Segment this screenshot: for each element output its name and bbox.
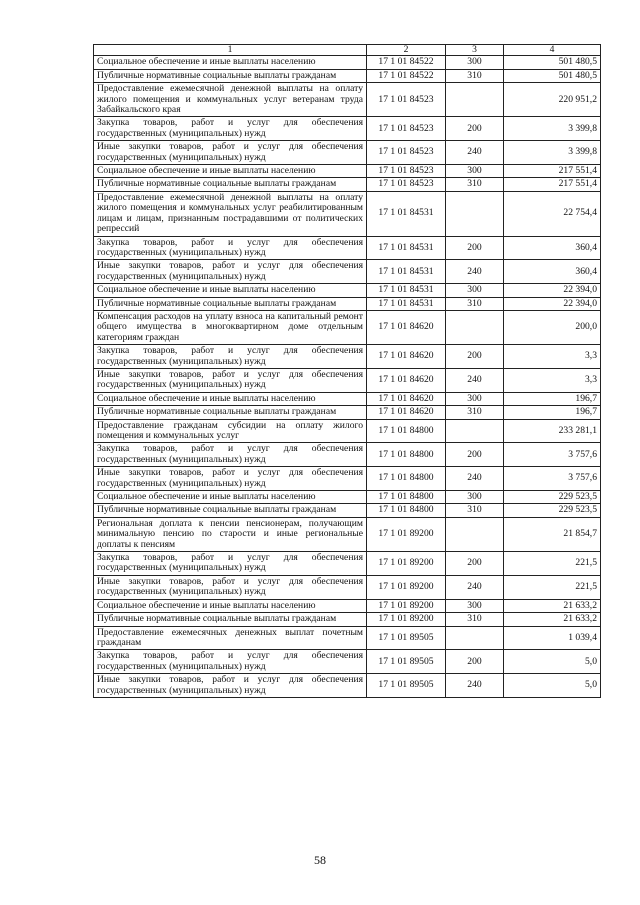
row-amount-cell: 3,3: [504, 345, 601, 369]
row-amount-cell: 5,0: [504, 674, 601, 698]
table-row: [94, 467, 601, 491]
row-code-cell: 17 1 01 84531: [367, 191, 446, 236]
row-amount-cell: 21 633,2: [504, 599, 601, 612]
row-type-cell: 310: [446, 406, 504, 419]
table-row: [94, 406, 601, 419]
row-type-cell: [446, 310, 504, 344]
row-amount-cell: 217 551,4: [504, 178, 601, 191]
row-amount-cell: 196,7: [504, 392, 601, 405]
row-type-cell: 200: [446, 443, 504, 467]
row-name-cell: Иные закупки товаров, работ и услуг для обеспечения государственных (муниципальных) нужд: [94, 260, 367, 284]
row-type-cell: 310: [446, 69, 504, 82]
row-type-cell: 300: [446, 392, 504, 405]
row-amount-cell: 21 854,7: [504, 517, 601, 551]
table-row: [94, 626, 601, 650]
row-name-cell: Публичные нормативные социальные выплаты гражданам: [94, 406, 367, 419]
row-code-cell: 17 1 01 84620: [367, 406, 446, 419]
row-type-cell: 310: [446, 504, 504, 517]
table-row: [94, 69, 601, 82]
table-row: [94, 650, 601, 674]
row-code-cell: 17 1 01 84620: [367, 345, 446, 369]
row-code-cell: 17 1 01 84620: [367, 368, 446, 392]
table-row: [94, 165, 601, 178]
row-amount-cell: 360,4: [504, 236, 601, 260]
row-type-cell: 310: [446, 613, 504, 626]
row-amount-cell: 3 757,6: [504, 467, 601, 491]
row-code-cell: 17 1 01 84522: [367, 69, 446, 82]
row-type-cell: 240: [446, 260, 504, 284]
row-amount-cell: 229 523,5: [504, 504, 601, 517]
row-amount-cell: 22 754,4: [504, 191, 601, 236]
table-row: [94, 310, 601, 344]
row-type-cell: [446, 517, 504, 551]
row-name-cell: Закупка товаров, работ и услуг для обеспечения государственных (муниципальных) нужд: [94, 117, 367, 141]
row-code-cell: 17 1 01 89200: [367, 599, 446, 612]
row-code-cell: 17 1 01 84531: [367, 236, 446, 260]
row-amount-cell: 196,7: [504, 406, 601, 419]
row-name-cell: Закупка товаров, работ и услуг для обеспечения государственных (муниципальных) нужд: [94, 236, 367, 260]
row-name-cell: Иные закупки товаров, работ и услуг для обеспечения государственных (муниципальных) нужд: [94, 141, 367, 165]
row-amount-cell: 220 951,2: [504, 83, 601, 117]
table-row: [94, 613, 601, 626]
row-name-cell: Публичные нормативные социальные выплаты гражданам: [94, 297, 367, 310]
row-type-cell: 310: [446, 297, 504, 310]
row-code-cell: 17 1 01 84523: [367, 117, 446, 141]
table-row: [94, 117, 601, 141]
row-amount-cell: 22 394,0: [504, 297, 601, 310]
row-amount-cell: 5,0: [504, 650, 601, 674]
table-body: [94, 56, 601, 698]
column-header-2: 2: [367, 45, 446, 56]
table-row: [94, 260, 601, 284]
row-amount-cell: 501 480,5: [504, 69, 601, 82]
row-name-cell: Публичные нормативные социальные выплаты гражданам: [94, 613, 367, 626]
row-type-cell: [446, 191, 504, 236]
row-code-cell: 17 1 01 89200: [367, 552, 446, 576]
table-row: [94, 674, 601, 698]
row-type-cell: 300: [446, 284, 504, 297]
table-row: [94, 368, 601, 392]
budget-table: [93, 44, 601, 698]
table-row: [94, 191, 601, 236]
row-name-cell: Предоставление гражданам субсидии на оплату жилого помещения и коммунальных услуг: [94, 419, 367, 443]
row-name-cell: Иные закупки товаров, работ и услуг для обеспечения государственных (муниципальных) нужд: [94, 368, 367, 392]
row-type-cell: 200: [446, 345, 504, 369]
row-amount-cell: 3 399,8: [504, 141, 601, 165]
row-type-cell: 300: [446, 165, 504, 178]
row-type-cell: [446, 626, 504, 650]
row-type-cell: 240: [446, 467, 504, 491]
row-name-cell: Предоставление ежемесячной денежной выплаты на оплату жилого помещения и коммунальных услуг реабилитированным лицам и лицам, признанным пострадавшими от политических репрессий: [94, 191, 367, 236]
row-code-cell: 17 1 01 84800: [367, 491, 446, 504]
column-header-3: 3: [446, 45, 504, 56]
row-code-cell: 17 1 01 84523: [367, 178, 446, 191]
row-amount-cell: 360,4: [504, 260, 601, 284]
row-code-cell: 17 1 01 84522: [367, 56, 446, 69]
row-code-cell: 17 1 01 89200: [367, 575, 446, 599]
row-name-cell: Публичные нормативные социальные выплаты гражданам: [94, 178, 367, 191]
row-name-cell: Компенсация расходов на уплату взноса на капитальный ремонт общего имущества в многоквартирном доме отдельным категориям граждан: [94, 310, 367, 344]
row-amount-cell: 21 633,2: [504, 613, 601, 626]
row-type-cell: 200: [446, 552, 504, 576]
row-code-cell: 17 1 01 84800: [367, 419, 446, 443]
row-name-cell: Закупка товаров, работ и услуг для обеспечения государственных (муниципальных) нужд: [94, 443, 367, 467]
row-code-cell: 17 1 01 84523: [367, 141, 446, 165]
row-type-cell: 240: [446, 368, 504, 392]
row-amount-cell: 3 757,6: [504, 443, 601, 467]
table-row: [94, 141, 601, 165]
column-header-4: 4: [504, 45, 601, 56]
row-name-cell: Закупка товаров, работ и услуг для обеспечения государственных (муниципальных) нужд: [94, 552, 367, 576]
row-amount-cell: 221,5: [504, 575, 601, 599]
table-row: [94, 575, 601, 599]
row-name-cell: Публичные нормативные социальные выплаты гражданам: [94, 504, 367, 517]
table-row: [94, 491, 601, 504]
row-code-cell: 17 1 01 84620: [367, 310, 446, 344]
table-row: [94, 443, 601, 467]
row-name-cell: Социальное обеспечение и иные выплаты населению: [94, 284, 367, 297]
table-row: [94, 178, 601, 191]
row-type-cell: 200: [446, 117, 504, 141]
row-code-cell: 17 1 01 89200: [367, 517, 446, 551]
row-amount-cell: 221,5: [504, 552, 601, 576]
row-amount-cell: 22 394,0: [504, 284, 601, 297]
row-amount-cell: 200,0: [504, 310, 601, 344]
row-amount-cell: 233 281,1: [504, 419, 601, 443]
row-code-cell: 17 1 01 84800: [367, 467, 446, 491]
row-code-cell: 17 1 01 84620: [367, 392, 446, 405]
row-amount-cell: 3,3: [504, 368, 601, 392]
row-code-cell: 17 1 01 89505: [367, 650, 446, 674]
row-type-cell: 200: [446, 650, 504, 674]
row-type-cell: 240: [446, 575, 504, 599]
page-number: 58: [314, 853, 326, 867]
row-amount-cell: 229 523,5: [504, 491, 601, 504]
row-type-cell: 300: [446, 56, 504, 69]
row-type-cell: 310: [446, 178, 504, 191]
row-type-cell: [446, 83, 504, 117]
table-row: [94, 83, 601, 117]
table-row: [94, 504, 601, 517]
row-name-cell: Социальное обеспечение и иные выплаты населению: [94, 491, 367, 504]
row-type-cell: 300: [446, 599, 504, 612]
row-code-cell: 17 1 01 84800: [367, 504, 446, 517]
table-row: [94, 392, 601, 405]
row-name-cell: Закупка товаров, работ и услуг для обеспечения государственных (муниципальных) нужд: [94, 345, 367, 369]
row-code-cell: 17 1 01 89505: [367, 674, 446, 698]
row-amount-cell: 501 480,5: [504, 56, 601, 69]
row-code-cell: 17 1 01 89505: [367, 626, 446, 650]
table-row: [94, 345, 601, 369]
row-code-cell: 17 1 01 84523: [367, 83, 446, 117]
column-header-1: 1: [94, 45, 367, 56]
row-code-cell: 17 1 01 84531: [367, 297, 446, 310]
table-row: [94, 56, 601, 69]
row-name-cell: Социальное обеспечение и иные выплаты населению: [94, 165, 367, 178]
row-code-cell: 17 1 01 84523: [367, 165, 446, 178]
row-amount-cell: 3 399,8: [504, 117, 601, 141]
table-row: [94, 517, 601, 551]
row-name-cell: Предоставление ежемесячных денежных выплат почетным гражданам: [94, 626, 367, 650]
row-name-cell: Предоставление ежемесячной денежной выплаты на оплату жилого помещения и коммунальных услуг ветеранам труда Забайкальского края: [94, 83, 367, 117]
row-amount-cell: 1 039,4: [504, 626, 601, 650]
row-name-cell: Иные закупки товаров, работ и услуг для обеспечения государственных (муниципальных) нужд: [94, 575, 367, 599]
row-type-cell: 200: [446, 236, 504, 260]
row-code-cell: 17 1 01 84531: [367, 284, 446, 297]
row-code-cell: 17 1 01 89200: [367, 613, 446, 626]
table-header-row: [94, 45, 601, 56]
row-name-cell: Закупка товаров, работ и услуг для обеспечения государственных (муниципальных) нужд: [94, 650, 367, 674]
row-name-cell: Публичные нормативные социальные выплаты гражданам: [94, 69, 367, 82]
row-name-cell: Социальное обеспечение и иные выплаты населению: [94, 392, 367, 405]
row-amount-cell: 217 551,4: [504, 165, 601, 178]
row-type-cell: [446, 419, 504, 443]
row-code-cell: 17 1 01 84531: [367, 260, 446, 284]
row-name-cell: Иные закупки товаров, работ и услуг для обеспечения государственных (муниципальных) нужд: [94, 467, 367, 491]
row-name-cell: Социальное обеспечение и иные выплаты населению: [94, 599, 367, 612]
row-name-cell: Иные закупки товаров, работ и услуг для обеспечения государственных (муниципальных) нужд: [94, 674, 367, 698]
table-row: [94, 236, 601, 260]
row-type-cell: 240: [446, 674, 504, 698]
table-row: [94, 552, 601, 576]
row-type-cell: 240: [446, 141, 504, 165]
row-name-cell: Социальное обеспечение и иные выплаты населению: [94, 56, 367, 69]
row-name-cell: Региональная доплата к пенсии пенсионерам, получающим минимальную пенсию по старости и иные региональные доплаты к пенсиям: [94, 517, 367, 551]
table-row: [94, 599, 601, 612]
row-type-cell: 300: [446, 491, 504, 504]
table-row: [94, 297, 601, 310]
table-row: [94, 284, 601, 297]
table-row: [94, 419, 601, 443]
row-code-cell: 17 1 01 84800: [367, 443, 446, 467]
